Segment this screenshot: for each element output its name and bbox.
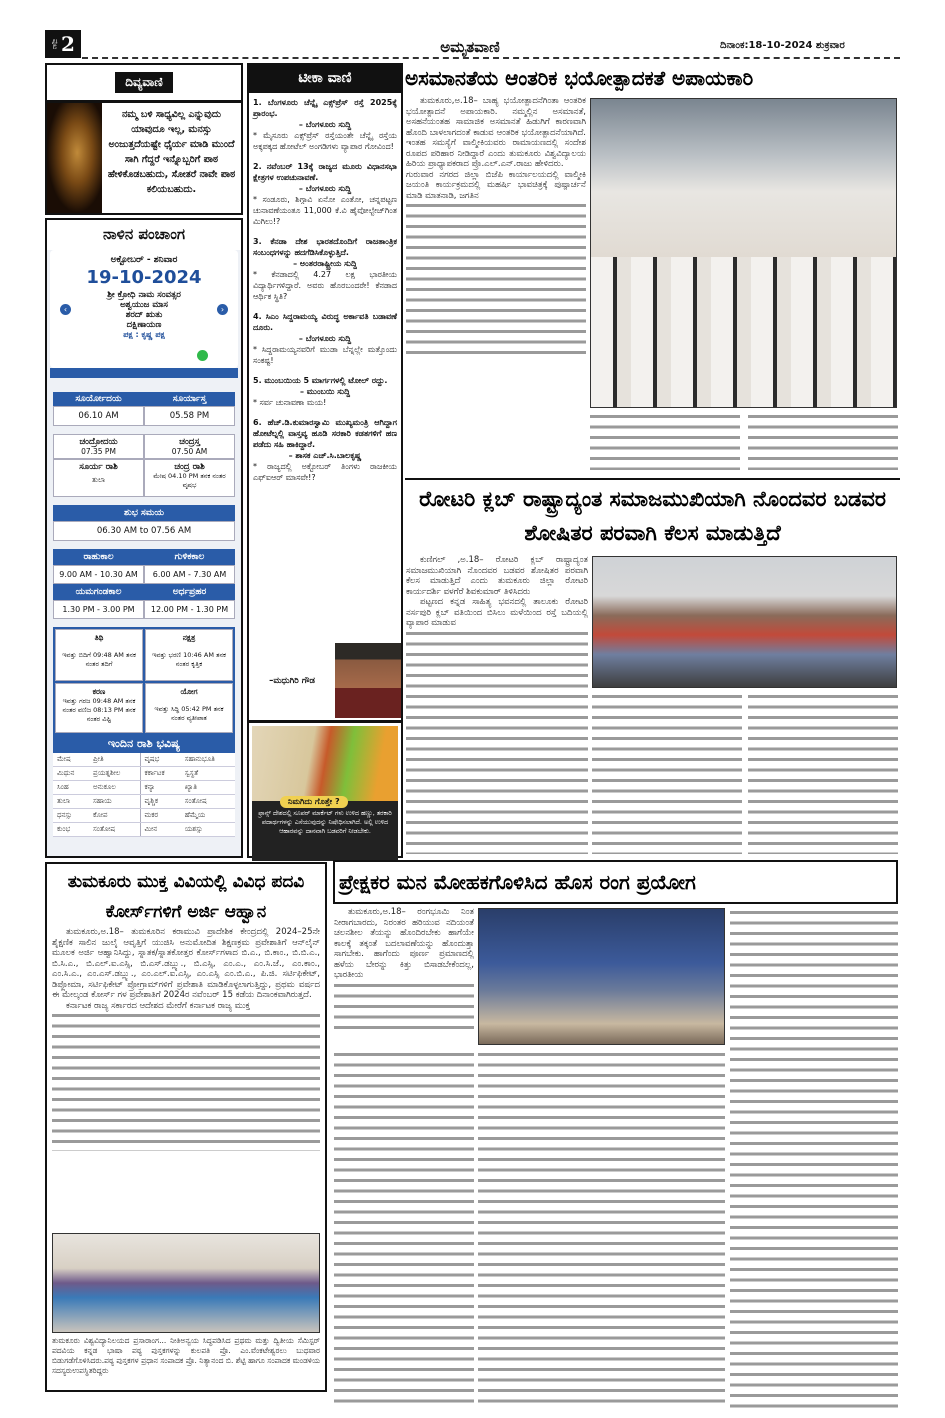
- article-1-paragraph: ತುಮಕೂರು,ಅ.18– ಬಾಹ್ಯ ಭಯೋತ್ಪಾದನೆಗಿಂತಾ ಆಂತರಿಕ ಭಯೋತ್ಪಾದನೆ ಅಪಾಯಕಾರಿ. ನಮ್ಮಲ್ಲಿನ ಅಸಮಾನತೆ, ಅಸಹನೆಯಂತಹ ಸಾಮಾಜಿಕ ಅಸಮಾನತೆ ಹಿಡುಗಿಗೆ ಕಾರಣವಾಗಿ ಹೊಂದಿ ಬಾಳಲಾಗದಂತೆ ಕಾಡುವ ಆಂತರಿಕ ಭಯೋತ್ಪಾದನೆಯಾಗಿದೆ. ಇಂತಹ ಸಮಸ್ಯೆಗೆ ವಾಲ್ಮೀಕಿಯವರು ರಾಮಾಯಣದಲ್ಲಿ ಸಂದೇಶ ರೂಪದ ಪರಿಹಾರ ನೀಡಿದ್ದಾರೆ ಎಂದು ತುಮಕೂರು ವಿಶ್ವವಿದ್ಯಾಲಯ ಹಿರಿಯ ಪ್ರಾಧ್ಯಾಪಕರಾದ ಪ್ರೊ.ಎಲ್.ಎನ್.ರಾಜು ಹೇಳಿದರು.: [406, 96, 586, 169]
- rashi-name: ಕರ್ಕಾಟಕ: [140, 767, 181, 781]
- sunset-label: ಸೂರ್ಯಾಸ್ತ: [144, 392, 235, 406]
- article-1-headline: ಅಸಮಾನತೆಯ ಆಂತರಿಕ ಭಯೋತ್ಪಾದಕತೆ ಅಪಾಯಕಾರಿ: [405, 66, 754, 90]
- moonset-time: 07.50 AM: [171, 447, 208, 456]
- rashi-name: ಕುಂಭ: [53, 823, 89, 837]
- article-3-photo: [52, 1233, 320, 1333]
- market-image: [252, 726, 398, 801]
- divyavani-quote: ನಮ್ಮ ಬಳಿ ಸಾಧ್ಯವಿಲ್ಲ ಎನ್ನುವುದು ಯಾವುದೂ ಇಲ್ಲ, ಮನಸ್ಸು ಅಂಜುತ್ತದೆಯಷ್ಟೇ ಧೈರ್ಯ ಮಾಡಿ ಮುಂದೆ ಸಾಗಿ ಗೆದ್ದರೆ ಇನ್ನೊಬ್ಬರಿಗೆ ಪಾಠ ಹೇಳಿಕೊಡಬಹುದು, ಸೋತರೆ ನಾವೇ ಪಾಠ ಕಲಿಯಬಹುದು.: [102, 103, 241, 213]
- tika-headline: 2. ನವೆಂಬರ್ 13ಕ್ಕೆ ರಾಜ್ಯದ ಮೂರು ವಿಧಾನಸಭಾ ಕ್ಷೇತ್ರಗಳ ಉಪಚುನಾವಣೆ.: [253, 162, 397, 182]
- buddha-image: [47, 103, 102, 213]
- ayana: ದಕ್ಷಿಣಾಯಣ: [126, 320, 162, 330]
- nakshatra-label: ನಕ್ಷತ್ರ: [182, 633, 196, 642]
- article-2-body: [406, 555, 588, 688]
- tika-comment: * ಸರ್ವ ಚುನಾವಣಾ ಮಯ!: [253, 398, 327, 407]
- rashi-name: ಮೀನ: [140, 823, 181, 837]
- tika-author: –ಮಧುಗಿರಿ ಗೌಡ: [269, 675, 315, 686]
- article-2-headline-text: ರೋಟರಿ ಕ್ಲಬ್ ರಾಷ್ಟ್ರಾದ್ಯಂತ ಸಮಾಜಮುಖಿಯಾಗಿ ನೊಂದವರ ಬಡವರ ಶೋಷಿತರ ಪರವಾಗಿ ಕೆಲಸ ಮಾಡುತ್ತಿದೆ: [419, 487, 886, 545]
- karana: ಇವತ್ತು ಗರಜ 09:48 AM ತನಕ ನಂತರ ವಣಿಜ 08:13 PM ತನಕ ನಂತರ ವಿಷ್ಟಿ: [62, 697, 136, 723]
- rashi-prediction: ಸ್ವಸ್ಥತೆ: [181, 767, 235, 781]
- issue-date: ದಿನಾಂಕ:18-10-2024 ಶುಕ್ರವಾರ: [720, 40, 845, 51]
- article-2-paragraph: ಪಟ್ಟಣದ ಕನ್ನಡ ಸಾಹಿತ್ಯ ಭವನದಲ್ಲಿ ತಾಲೂಕು ರೋಟರಿ ನರ್ಸಪುರಿ ಕ್ಲಬ್ ವತಿಯಿಂದ ಬಿಸಿಲು ಮಳೆಯಿಂದ ರಸ್ತೆ ಬದಿಯಲ್ಲಿ ವ್ಯಾಪಾರ ಮಾಡುವ: [406, 597, 588, 628]
- tika-comment: * ಸಿದ್ದರಾಮಯ್ಯನವರಿಗೆ ಮುಡಾ ಬೆನ್ನಲ್ಲೇ ಮತ್ತೊಂದು ಸಂಕಷ್ಟ!: [253, 345, 397, 365]
- article-4-headline: ಪ್ರೇಕ್ಷಕರ ಮನ ಮೋಹಕಗೊಳಿಸಿದ ಹೊಸ ರಂಗ ಪ್ರಯೋಗ: [339, 870, 696, 894]
- rashi-prediction: ಸಂತೋಷ: [181, 795, 235, 809]
- article-1-body: [406, 96, 586, 468]
- tika-headline: 3. ಕೆನಡಾ ದೇಶ ಭಾರತದೊಂದಿಗೆ ರಾಜತಾಂತ್ರಿಕ ಸಂಬಂಧಗಳನ್ನು ಹದಗೆಡಿಸಿಕೊಳ್ಳುತ್ತಿದೆ.: [253, 237, 397, 257]
- rashi-prediction: ಪ್ರೀತಿ: [89, 753, 140, 767]
- tika-item: [253, 161, 397, 227]
- tika-headline: 5. ಮುಂಬಯಿಯ 5 ಮಾರ್ಗಗಳಲ್ಲಿ ಟೋಲ್ ರದ್ದು.: [253, 376, 388, 385]
- article-4-headline-box: [333, 860, 898, 904]
- rashi-row: [53, 823, 235, 837]
- ad-text: ಫ್ರಾನ್ಸ್ ದೇಶದಲ್ಲಿ ಸೂಪರ್ ಮಾರ್ಕೆಟ್ ಗಳು ಉಳಿದ ಹಣ್ಣು, ತರಕಾರಿ ಪದಾರ್ಥಗಳನ್ನು ಎಸೆಯುವುದನ್ನು ನಿಷೇಧಿಸಲಾಗಿದೆ. ಅಲ್ಲಿ ಉಳಿದ ಆಹಾರವನ್ನು ದಾನವಾಗಿ ಬಡವರಿಗೆ ನೀಡಬೇಕು.: [258, 810, 392, 835]
- rashi-prediction: ಹೆಮ್ಮೆಯ: [181, 809, 235, 823]
- divyavani-title: ದಿವ್ಯವಾಣಿ: [115, 72, 173, 93]
- rashi-name: ಮೇಷ: [53, 753, 89, 767]
- tika-headline: 4. ಸಿಎಂ ಸಿದ್ದರಾಮಯ್ಯ ವಿರುದ್ಧ ಅರ್ಕಾವತಿ ಬಡಾವಣೆ ದೂರು.: [253, 312, 397, 332]
- tika-source: – ಮುಂಬಯಿ ಸುದ್ದಿ: [300, 387, 350, 396]
- rashi-prediction: ಸಂತೋಷ: [89, 823, 140, 837]
- rashi-prediction: ಸಹಾಯ: [89, 795, 140, 809]
- tika-item: [253, 97, 397, 152]
- gulika-time: 6.00 AM - 7.30 AM: [144, 565, 235, 584]
- tithi-label: ತಿಥಿ: [94, 633, 104, 642]
- ardhaprahara-label: ಅರ್ಧಪ್ರಹರ: [144, 584, 235, 600]
- tika-item: [253, 236, 397, 302]
- article-2-headline: [405, 478, 900, 552]
- rashi-name: ಮಕರ: [140, 809, 181, 823]
- yamaganda-time: 1.30 PM - 3.00 PM: [53, 600, 144, 619]
- tika-vani-title: ಟೀಕಾ ವಾಣಿ: [249, 65, 401, 93]
- whatsapp-icon[interactable]: [197, 350, 208, 361]
- rashi-name: ವೃಷಭ: [140, 753, 181, 767]
- paksha: ಪಕ್ಷ : ಕೃಷ್ಣ ಪಕ್ಷ: [123, 330, 165, 339]
- rashi-row: [53, 809, 235, 823]
- article-1-continued-col-1: [590, 412, 740, 470]
- surya-rashi: ತುಲಾ: [92, 476, 105, 484]
- sunset-time: 05.58 PM: [144, 406, 235, 426]
- tika-headline: 1. ಬೆಂಗಳೂರು ಚೆನ್ನೈ ಎಕ್ಸ್‌ಪ್ರೆಸ್ ರಸ್ತೆ 2025ಕ್ಕೆ ಪ್ರಾರಂಭ.: [253, 98, 397, 118]
- sunrise-time: 06.10 AM: [53, 406, 144, 426]
- shubha-label: ಶುಭ ಸಮಯ: [53, 505, 235, 521]
- tika-headline: 6. ಹೆಚ್.ಡಿ.ಕುಮಾರಸ್ವಾಮಿ ಮುಖ್ಯಮಂತ್ರಿ ಆಗಿದ್ದಾಗ ಹೋಟೆಲ್ನಲ್ಲಿ ವಾಸ್ತವ್ಯ ಹೂಡಿ ಸರಕಾರಿ ಕಡತಗಳಿಗೆ ಹಣ ಪಡೆದು ಸಹಿ ಹಾಕಿದ್ದಾರೆ.: [253, 418, 397, 449]
- rashi-prediction: ಕೋಪ: [89, 809, 140, 823]
- moonrise-label: ಚಂದ್ರೋದಯ: [79, 437, 118, 447]
- article-4-paragraph: ತುಮಕೂರು,ಅ.18– ರಂಗಭೂಮಿ ನಿಂತ ನೀರಾಗಬಾರದು, ನಿರಂತರ ಹರಿಯುವ ನದಿಯಂತೆ ಚಲನಶೀಲ ತೆಯನ್ನು ಹೊಂದಿರಬೇಕು ಹಾಗೆಯೇ ಕಾಲಕ್ಕೆ ತಕ್ಕಂತೆ ಬದಲಾವಣೆಯನ್ನು ಹೊಂದುತ್ತಾ ಸಾಗಬೇಕು. ಹಾಗೆಂದು ಪೂರ್ಣ ಪ್ರಮಾಣದಲ್ಲಿ ಹಳೆಯ ಬೇರನ್ನು ಕಿತ್ತು ಬಿಸಾಡಬೇಕೆಂದಲ್ಲ, ಭಾರತೀಯ: [334, 907, 474, 980]
- month-day: ಅಕ್ಟೋಬರ್ - ಶನಿವಾರ: [110, 255, 178, 265]
- rashi-row: [53, 795, 235, 809]
- panchanga-date: 19-10-2024: [86, 267, 202, 288]
- article-3-headline: ತುಮಕೂರು ಮುಕ್ತ ವಿವಿಯಲ್ಲಿ ವಿವಿಧ ಪದವಿ ಕೋರ್ಸ್‌ಗಳಿಗೆ ಅರ್ಜಿ ಆಹ್ವಾನ: [67, 872, 305, 922]
- yamaganda-label: ಯಮಗಂಡಕಾಲ: [53, 584, 144, 600]
- shubha-time: 06.30 AM to 07.56 AM: [53, 521, 235, 541]
- samvatsara: ಶ್ರೀ ಕ್ರೋಧಿ ನಾಮ ಸಂವತ್ಸರ: [107, 290, 181, 300]
- ardhaprahara-time: 12.00 PM - 1.30 PM: [144, 600, 235, 619]
- divyavani-box: [45, 63, 243, 215]
- tika-item: [253, 417, 397, 483]
- article-4-col-3: [730, 908, 898, 1408]
- masa: ಅಶ್ವಯುಜ ಮಾಸ: [120, 300, 168, 310]
- article-4-body: [334, 907, 474, 1047]
- tika-vani-box: [247, 63, 403, 858]
- article-4-col-1: [334, 1050, 474, 1408]
- page-number: 2: [61, 32, 75, 56]
- surya-rashi-label: ಸೂರ್ಯ ರಾಶಿ: [79, 462, 118, 472]
- rashi-row: [53, 767, 235, 781]
- rashi-prediction: ಅನುಕೂಲ: [89, 781, 140, 795]
- article-4-col-2: [478, 1050, 725, 1408]
- rashi-row: [53, 781, 235, 795]
- tika-source: – ಬೆಂಗಳೂರು ಸುದ್ದಿ: [298, 334, 352, 343]
- next-arrow-icon[interactable]: ›: [217, 304, 228, 315]
- ad-title: ನಿಮಗಿದು ಗೊತ್ತೇ ?: [280, 796, 348, 808]
- rashi-name: ಧನಸ್ಸು: [53, 809, 89, 823]
- tithi: ಇವತ್ತು ಬಿದಿಗೆ 09:48 AM ತನಕ ನಂತರ ತದಿಗೆ: [62, 651, 136, 668]
- article-3-paragraph: ತುಮಕೂರು,ಅ.18– ತುಮಕೂರಿನ ಕರಾಮುವಿ ಪ್ರಾದೇಶಿಕ ಕೇಂದ್ರದಲ್ಲಿ 2024–25ನೇ ಶೈಕ್ಷಣಿಕ ಸಾಲಿನ ಜುಲೈ ಆವೃತ್ತಿಗೆ ಯುಜಿಸಿ ಅನುಮೋದಿತ ಶಿಕ್ಷಣಕ್ರಮ ಪ್ರವೇಶಾತಿಗೆ ಆನ್‌ಲೈನ್ ಮೂಲಕ ಅರ್ಜಿ ಆಹ್ವಾನಿಸಿದ್ದು, ಸ್ನಾತಕ/ಸ್ನಾತಕೋತ್ತರ ಕೋರ್ಸ್‌ಗಳಾದ ಬಿ.ಎ., ಬಿ.ಕಾಂ., ಬಿ.ಬಿ.ಎ., ಬಿ.ಸಿ.ಎ., ಬಿ.ಎಲ್.ಐ.ಎಸ್ಸಿ, ಬಿ.ಎಸ್.ಡಬ್ಲ್ಯು., ಬಿ.ಎಸ್ಸಿ, ಎಂ.ಎ., ಎಂ.ಸಿ.ಜೆ., ಎಂ.ಕಾಂ., ಎಂ.ಸಿ.ಎ., ಎಂ.ಎಸ್.ಡಬ್ಲ್ಯು., ಎಂ.ಎಲ್.ಐ.ಎಸ್ಸಿ, ಎಂ.ಎಸ್ಸಿ ಎಂ.ಬಿ.ಎ., ಪಿ.ಜಿ. ಸರ್ಟಿಫಿಕೇಟ್, ಡಿಪ್ಲೋಮಾ, ಸರ್ಟಿಫಿಕೇಟ್ ಪ್ರೋಗ್ರಾಮ್‌ಗಳಿಗೆ ಪ್ರವೇಶಾತಿ ಮಾಡಿಕೊಳ್ಳಲಾಗುತ್ತಿದ್ದು, ಪ್ರಥಮ ವರ್ಷದ ಈ ಮೇಲ್ಕಂಡ ಕೋರ್ಸ್ ಗಳ ಪ್ರವೇಶಾತಿಗೆ 2024ರ ನವೆಂಬರ್ 15 ಕಡೆಯ ದಿನಾಂಕವಾಗಿರುತ್ತದೆ.: [52, 927, 320, 1000]
- article-3-paragraph: ಕರ್ನಾಟಕ ರಾಜ್ಯ ಸರ್ಕಾರದ ಆದೇಶದ ಮೇರೆಗೆ ಕರ್ನಾಟಕ ರಾಜ್ಯ ಮುಕ್ತ: [66, 1000, 251, 1011]
- article-1-photo: [590, 98, 897, 408]
- article-2-photo: [592, 556, 897, 688]
- page-label: ಪುಟ: [51, 38, 60, 50]
- sunrise-label: ಸೂರ್ಯೋದಯ: [53, 392, 144, 406]
- article-4-photo: [478, 908, 725, 1045]
- newspaper-title: ಅಮೃತವಾಣಿ: [440, 38, 500, 56]
- yoga-label: ಯೋಗ: [180, 687, 198, 696]
- article-1-paragraph: ಗುರುವಾರ ನಗರದ ಜಿಲ್ಲಾ ಬಿಜೆಪಿ ಕಾರ್ಯಾಲಯದಲ್ಲಿ ವಾಲ್ಮೀಕಿ ಜಯಂತಿ ಕಾರ್ಯಕ್ರಮದಲ್ಲಿ ಮಹರ್ಷಿ ಭಾವಚಿತ್ರಕ್ಕೆ ಪುಷ್ಪಾರ್ಚನೆ ಮಾಡಿ ಮಾತನಾಡಿ, ಜಗತಿನ: [406, 169, 586, 201]
- panchanga-box: [45, 218, 243, 858]
- article-2-continued-col-2: [592, 692, 742, 854]
- ritu: ಶರದ್ ಋತು: [125, 310, 163, 320]
- page-number-badge: [45, 30, 81, 58]
- article-2-paragraph: ಕುಣಿಗಲ್ ,ಅ.18– ರೋಟರಿ ಕ್ಲಬ್ ರಾಷ್ಟ್ರಾದ್ಯಂತ ಸಮಾಜಮುಖಿಯಾಗಿ ನೊಂದವರ ಬಡವರ ಶೋಷಿತರ ಪರವಾಗಿ ಕೆಲಸ ಮಾಡುತ್ತಿದೆ ಎಂದು ತುಮಕೂರು ಜಿಲ್ಲಾ ರೋಟರಿ ಕಾರ್ಯದರ್ಶಿ ವಳಗೆರೆ ಶಿವಕುಮಾರ್ ತಿಳಿಸಿದರು: [406, 555, 588, 597]
- article-3-box: [45, 862, 327, 1392]
- tika-comment: * ಸಂಡೂರು, ಶಿಗ್ಗಾವಿ ಏನೋ ಎಂತೋ, ಚನ್ನಪಟ್ಟಣ ಚುನಾವಣೆಯಂತೂ 11,000 ಕೆ.ವಿ ಹೈವೋಲ್ಟೇಜ್‌ಗಿಂತ ಮಿಗಿಲು!?: [253, 195, 397, 226]
- rashi-name: ವೃಶ್ಚಿಕ: [140, 795, 181, 809]
- article-2-continued-col-3: [748, 692, 898, 854]
- tika-item: [253, 375, 397, 408]
- rashi-prediction: ಯಶಸ್ಸು: [181, 823, 235, 837]
- tika-source: – ಬೆಂಗಳೂರು ಸುದ್ದಿ: [298, 184, 352, 193]
- tika-comment: * ಮೈಸೂರು ಎಕ್ಸ್‌ಪ್ರೆಸ್ ರಸ್ತೆಯಂತೇ ಚೆನ್ನೈ ರಸ್ತೆಯ ಅಕ್ಕಪಕ್ಕದ ಹೋಟೆಲ್ ಅಂಗಡಿಗಳು ವ್ಯಾಪಾರ ಗೋವಿಂದ!: [253, 131, 397, 151]
- panchanga-title: ನಾಳಿನ ಪಂಚಾಂಗ: [47, 220, 241, 250]
- rashi-name: ಕನ್ಯಾ: [140, 781, 181, 795]
- chandra-rashi-label: ಚಂದ್ರ ರಾಶಿ: [174, 462, 205, 472]
- prev-arrow-icon[interactable]: ‹: [60, 304, 71, 315]
- panchanga-date-card: [50, 250, 238, 368]
- tika-item: [253, 311, 397, 366]
- tika-source: – ಅಂತರರಾಷ್ಟ್ರೀಯ ಸುದ್ದಿ: [293, 259, 357, 268]
- rashi-title: ಇಂದಿನ ರಾಶಿ ಭವಿಷ್ಯ: [53, 735, 235, 753]
- tika-source: – ಶಾಸಕ ಎಚ್.ಸಿ.ಬಾಲಕೃಷ್ಣ: [288, 451, 362, 460]
- tika-source: – ಬೆಂಗಳೂರು ಸುದ್ದಿ: [298, 120, 352, 129]
- rashi-row: [53, 753, 235, 767]
- karana-label: ಕರಣ: [92, 687, 106, 696]
- rahukala-label: ರಾಹುಕಾಲ: [53, 549, 144, 565]
- rashi-name: ಸಿಂಹ: [53, 781, 89, 795]
- tika-comment: * ರಾಜ್ಯದಲ್ಲಿ ಅಕ್ಟೋಬರ್ ತಿಂಗಳು ರಾಜಕೀಯ ಎಫ್‌ಐಆರ್ ಮಾಸವೇ!?: [253, 462, 397, 482]
- rashi-prediction: ಸಹಾನುಭೂತಿ: [181, 753, 235, 767]
- moonrise-time: 07.35 PM: [81, 447, 116, 456]
- did-you-know-ad: [252, 726, 398, 861]
- rashi-name: ತುಲಾ: [53, 795, 89, 809]
- nakshatra: ಇವತ್ತು ಭರಣಿ 10:46 AM ತನಕ ನಂತರ ಕೃತ್ತಿಕ: [152, 651, 226, 668]
- rashi-prediction: ಪ್ರಯತ್ನಶೀಲ: [89, 767, 140, 781]
- gulika-label: ಗುಳಿಕಕಾಲ: [144, 549, 235, 565]
- article-1-continued-col-2: [748, 412, 898, 470]
- rashi-table: [53, 753, 235, 837]
- chandra-rashi: ಮೇಷ 04.10 PM ತನಕ ನಂತರ ವೃಷಭ: [153, 472, 226, 489]
- rashi-name: ಮಿಥುನ: [53, 767, 89, 781]
- article-2-continued-col-1: [406, 692, 588, 854]
- rahukala-time: 9.00 AM - 10.30 AM: [53, 565, 144, 584]
- moonset-label: ಚಂದ್ರಸ್ತ: [179, 437, 200, 447]
- author-photo: [335, 643, 401, 718]
- header-divider: [82, 57, 900, 59]
- rashi-prediction: ಖ್ಯಾತಿ: [181, 781, 235, 795]
- tika-comment: * ಕೆನಡಾದಲ್ಲಿ 4.27 ಲಕ್ಷ ಭಾರತೀಯ ವಿದ್ಯಾರ್ಥಿಗಳಿದ್ದಾರೆ. ಅವರು ಹೊರಬಂದರೇ! ಕೆನಡಾದ ಆರ್ಥಿಕ ಸ್ಥಿತಿ?: [253, 270, 397, 301]
- yoga: ಇವತ್ತು ಸಿದ್ಧಿ 05:42 PM ತನಕ ನಂತರ ವ್ಯತೀಪಾತ: [154, 705, 224, 722]
- article-3-photo-caption: ತುಮಕೂರು ವಿಶ್ವವಿದ್ಯಾನಿಲಯದ ಪ್ರಸಾರಾಂಗ... ನೀತಿಅನ್ವಯ ಸಿದ್ಧಪಡಿಸಿದ ಪ್ರಥಮ ಮತ್ತು ದ್ವಿತೀಯ ಸೆಮಿಸ್ಟರ್ ಪದವಿಯ ಕನ್ನಡ ಭಾಷಾ ಪಠ್ಯ ಪುಸ್ತಕಗಳನ್ನು ಕುಲಪತಿ ಪ್ರೊ. ಎಂ.ವೆಂಕಟೇಶ್ವರಲು ಬುಧವಾರ ಬಿಡುಗಡೆಗೊಳಿಸಿದರು.ಪಠ್ಯ ಪುಸ್ತಕಗಳ ಪ್ರಧಾನ ಸಂಪಾದಕ ಪ್ರೊ. ನಿತ್ಯಾನಂದ ಬಿ. ಶೆಟ್ಟಿ ಹಾಗೂ ಸಂಪಾದಕ ಮಂಡಳಿಯ ಸದಸ್ಯರುಉಪಸ್ಥಿತರಿದ್ದರು: [52, 1336, 320, 1375]
